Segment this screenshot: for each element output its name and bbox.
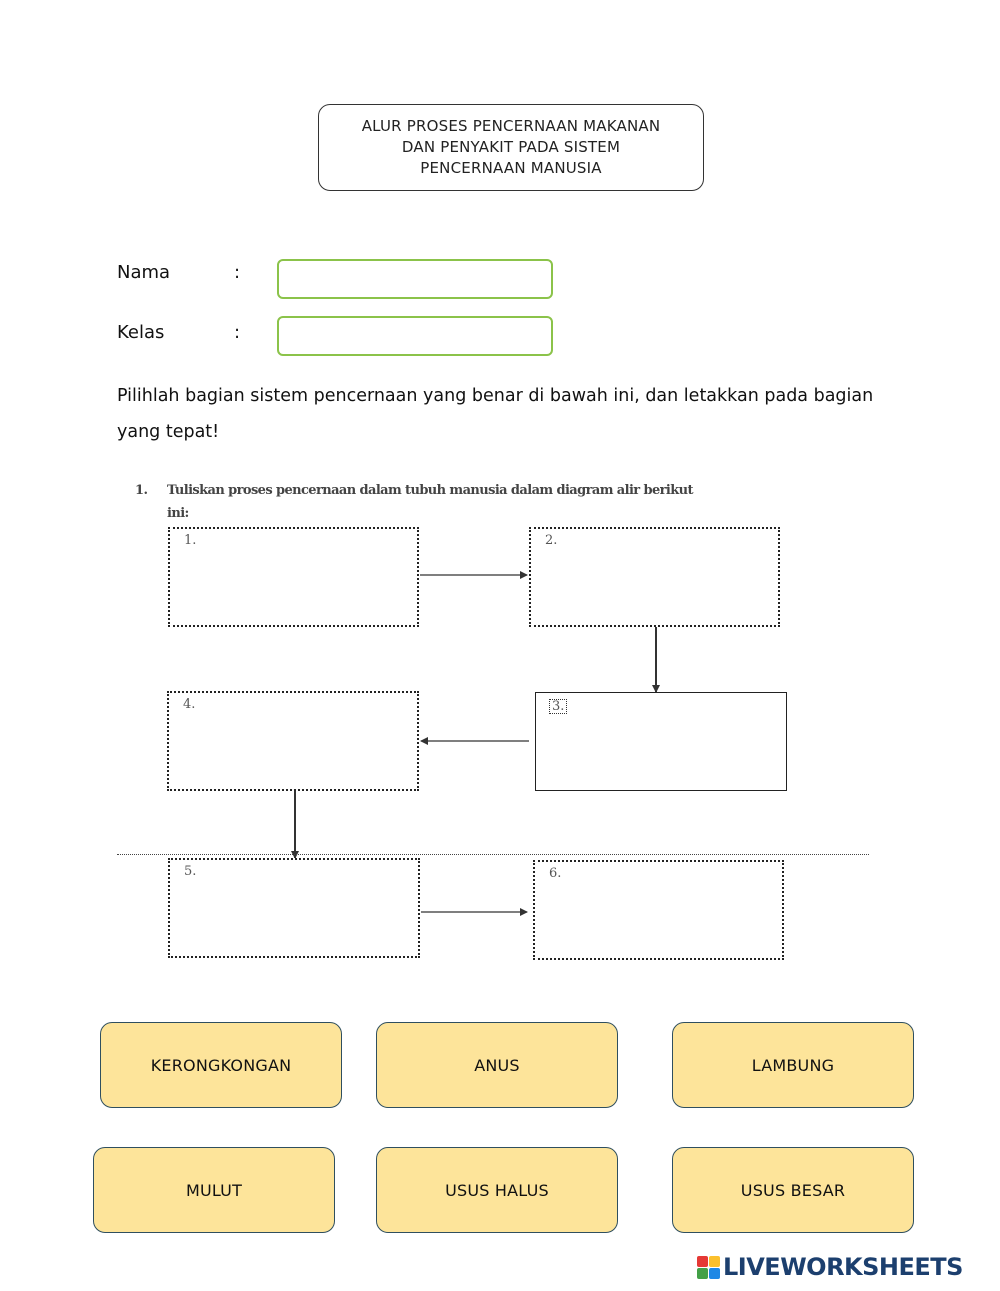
name-colon: : bbox=[234, 262, 241, 283]
answer-anus[interactable]: ANUS bbox=[376, 1022, 618, 1108]
question-line-2: ini: bbox=[167, 506, 189, 521]
title-line-2: DAN PENYAKIT PADA SISTEM bbox=[401, 138, 621, 156]
flow-box-1-number: 1. bbox=[184, 533, 197, 548]
flow-box-2[interactable] bbox=[529, 527, 780, 627]
question-line-1: Tuliskan proses pencernaan dalam tubuh manusia dalam diagram alir berikut bbox=[167, 483, 693, 498]
answer-usus-halus[interactable]: USUS HALUS bbox=[376, 1147, 618, 1233]
flow-box-5[interactable] bbox=[168, 858, 420, 958]
flow-box-4-number: 4. bbox=[183, 697, 196, 712]
flow-box-3-number: 3. bbox=[549, 699, 567, 714]
question-number: 1. bbox=[135, 483, 148, 498]
answer-lambung[interactable]: LAMBUNG bbox=[672, 1022, 914, 1108]
logo-square-3 bbox=[697, 1268, 708, 1279]
brand-name: LIVEWORKSHEETS bbox=[723, 1253, 963, 1281]
title-line-3: PENCERNAAN MANUSIA bbox=[420, 159, 602, 177]
name-label: Nama bbox=[117, 262, 171, 283]
flow-box-2-number: 2. bbox=[545, 533, 558, 548]
liveworksheets-logo-icon bbox=[697, 1256, 720, 1279]
instruction-text: Pilihlah bagian sistem pencernaan yang benar di bawah ini, dan letakkan pada bagian yang tepat! bbox=[117, 386, 874, 442]
logo-square-2 bbox=[709, 1256, 720, 1267]
title-line-1: ALUR PROSES PENCERNAAN MAKANAN bbox=[361, 117, 661, 135]
answer-mulut[interactable]: MULUT bbox=[93, 1147, 335, 1233]
class-label: Kelas bbox=[117, 322, 165, 343]
logo-square-1 bbox=[697, 1256, 708, 1267]
logo-square-4 bbox=[709, 1268, 720, 1279]
flow-box-3[interactable] bbox=[535, 692, 787, 791]
flow-box-4[interactable] bbox=[167, 691, 419, 791]
liveworksheets-brand bbox=[697, 1253, 963, 1281]
dotted-divider bbox=[117, 854, 869, 855]
flow-box-5-number: 5. bbox=[184, 864, 197, 879]
flow-box-6[interactable] bbox=[533, 860, 784, 960]
answer-kerongkongan[interactable]: KERONGKONGAN bbox=[100, 1022, 342, 1108]
flow-box-6-number: 6. bbox=[549, 866, 562, 881]
answer-usus-besar[interactable]: USUS BESAR bbox=[672, 1147, 914, 1233]
class-colon: : bbox=[234, 322, 241, 343]
flow-box-1[interactable] bbox=[168, 527, 419, 627]
